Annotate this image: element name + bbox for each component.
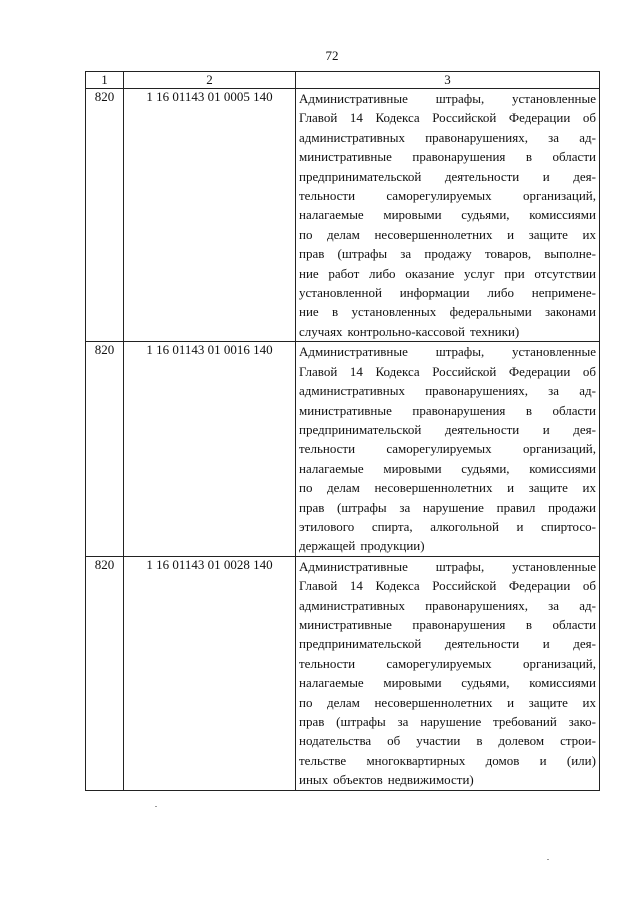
description-line: предпринимательской деятельности и дея- <box>299 421 596 437</box>
description-line: ние в установленных федеральными законами <box>299 304 596 320</box>
description-line: тельности саморегулируемых организаций, <box>299 441 596 457</box>
kbk-code-cell: 1 16 01143 01 0028 140 <box>124 556 296 790</box>
description-line: прав (штрафы за нарушение правил продажи <box>299 499 596 515</box>
description-line: административных правонарушениях, за ад- <box>299 383 596 399</box>
description-line: налагаемые мировыми судьями, комиссиями <box>299 675 596 691</box>
description-line: тельстве многоквартирных домов и (или) <box>299 752 596 768</box>
description-line: предпринимательской деятельности и дея- <box>299 636 596 652</box>
description-line: прав (штрафы за нарушение требований зако- <box>299 714 596 729</box>
description-cell <box>296 342 600 556</box>
description-line: прав (штрафы за продажу товаров, выполне- <box>299 246 596 262</box>
admin-code-cell: 820 <box>86 556 124 790</box>
kbk-code-cell: 1 16 01143 01 0005 140 <box>124 89 296 342</box>
description-cell <box>296 556 600 790</box>
kbk-code-cell: 1 16 01143 01 0016 140 <box>124 342 296 556</box>
table-body <box>86 89 600 791</box>
description-line: Административные штрафы, установленные <box>299 344 596 360</box>
description-line: Административные штрафы, установленные <box>299 558 596 574</box>
description-line: министративные правонарушения в области <box>299 149 596 165</box>
description-line: этилового спирта, алкогольной и спиртосо- <box>299 518 596 534</box>
description-line: административных правонарушениях, за ад- <box>299 129 596 145</box>
table-row <box>86 89 600 342</box>
admin-code-cell: 820 <box>86 89 124 342</box>
description-line: Главой 14 Кодекса Российской Федерации об <box>299 110 596 126</box>
scan-speck <box>547 859 549 860</box>
description-line: министративные правонарушения в области <box>299 402 596 418</box>
page-number: 72 <box>325 48 339 63</box>
description-line: министративные правонарушения в области <box>299 616 596 632</box>
description-line: держащей продукции) <box>299 538 425 554</box>
scan-speck <box>155 806 157 807</box>
description-cell <box>296 89 600 342</box>
header-row <box>86 72 600 89</box>
header-col-1: 1 <box>86 72 124 89</box>
description-line: иных объектов недвижимости) <box>299 772 474 788</box>
table-row <box>86 342 600 556</box>
description-line: Административные штрафы, установленные <box>299 91 596 106</box>
table-header <box>86 72 600 89</box>
description-line: налагаемые мировыми судьями, комиссиями <box>299 207 596 223</box>
description-line: административных правонарушениях, за ад- <box>299 597 596 613</box>
description-line: тельности саморегулируемых организаций, <box>299 655 596 671</box>
description-line: установленной информации либо непримене- <box>299 285 596 301</box>
description-line: Главой 14 Кодекса Российской Федерации об <box>299 578 596 594</box>
admin-code-cell: 820 <box>86 342 124 556</box>
budget-classification-table <box>85 71 600 791</box>
description-line: тельности саморегулируемых организаций, <box>299 188 596 204</box>
header-col-3: 3 <box>296 72 600 89</box>
description-line: предпринимательской деятельности и дея- <box>299 168 596 184</box>
header-col-2: 2 <box>124 72 296 89</box>
description-line: по делам несовершеннолетних и защите их <box>299 480 596 496</box>
description-line: по делам несовершеннолетних и защите их <box>299 226 596 242</box>
table-row <box>86 556 600 790</box>
description-line: ние работ либо оказание услуг при отсутствии <box>299 265 596 281</box>
description-line: по делам несовершеннолетних и защите их <box>299 694 596 710</box>
description-line: нодательства об участии в долевом строи- <box>299 733 596 749</box>
description-line: случаях контрольно-кассовой техники) <box>299 323 520 339</box>
description-line: Главой 14 Кодекса Российской Федерации об <box>299 363 596 379</box>
description-line: налагаемые мировыми судьями, комиссиями <box>299 460 596 476</box>
